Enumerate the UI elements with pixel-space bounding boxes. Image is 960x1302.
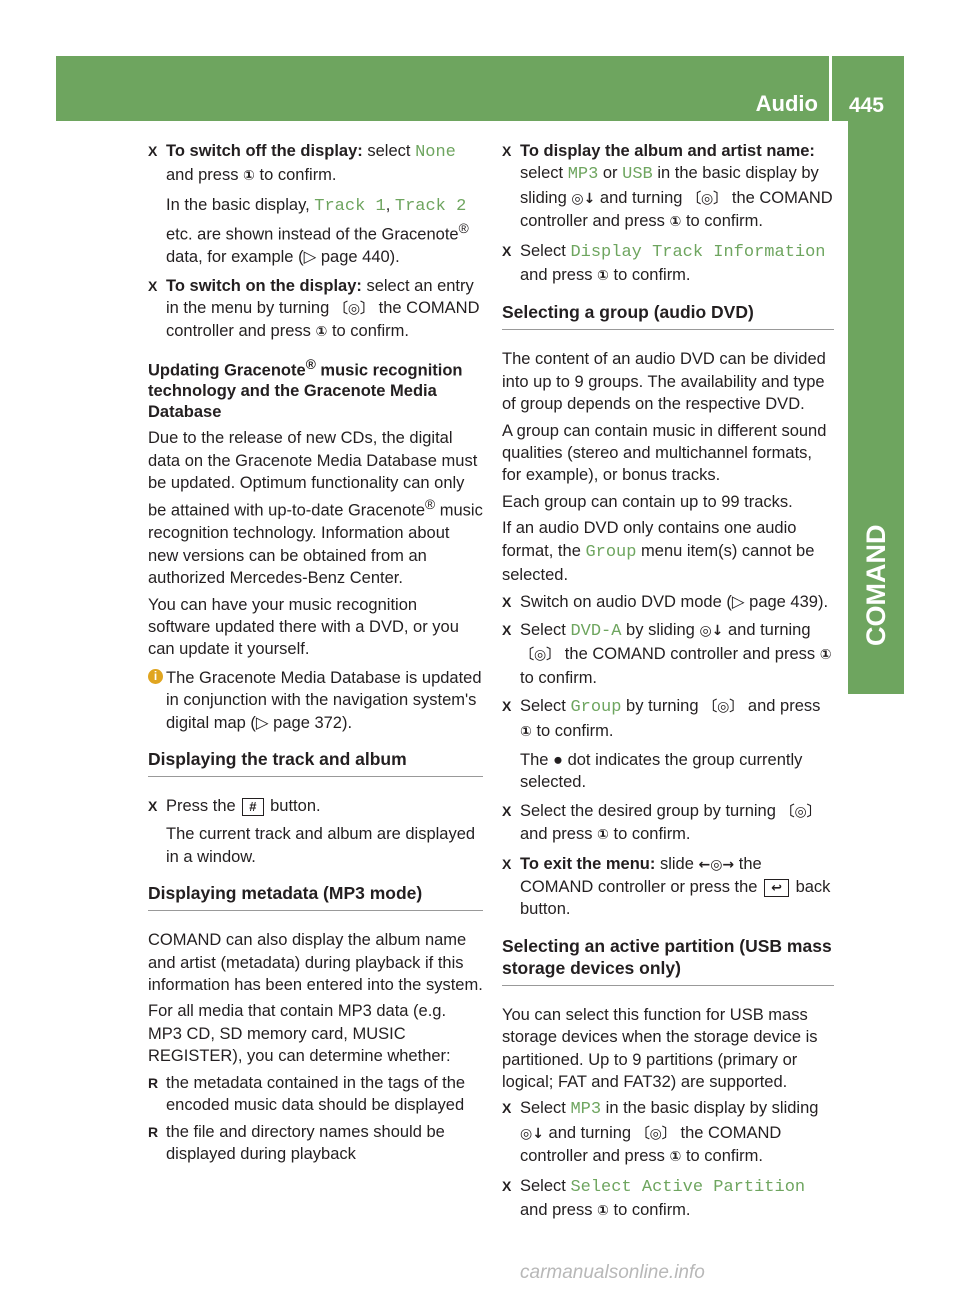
paragraph: Due to the release of new CDs, the digital data on the Gracenote Media Database must be updated. Optimum functionality can only be attained with up-to-date Gracenote® music recognition technology. Information about new versions can be obtained from an authorized Mercedes-Benz Center.	[148, 429, 483, 588]
step-note: The ● dot indicates the group currently selected.	[520, 750, 803, 792]
watermark: carmanualsonline.info	[520, 1262, 705, 1283]
menu-item-group: Group	[585, 542, 637, 562]
heading-selecting-partition: Selecting an active partition (USB mass storage devices only)	[502, 935, 834, 986]
side-tab	[848, 121, 904, 694]
press-controller-icon: ①	[597, 268, 609, 285]
heading-displaying-metadata: Displaying metadata (MP3 mode)	[148, 882, 483, 911]
slide-down-icon: ◎↓	[699, 622, 724, 639]
page-number: 445	[848, 94, 884, 117]
paragraph: If an audio DVD only contains one audio format, the Group menu item(s) cannot be selected.	[502, 519, 815, 585]
menu-item-display-track-information: Display Track Information	[570, 242, 826, 262]
menu-item-mp3: MP3	[570, 1100, 602, 1120]
turn-controller-icon: 〔◎〕	[333, 300, 375, 317]
paragraph: A group can contain music in different sound qualities (stereo and multichannel formats, for example), or bonus tracks.	[502, 421, 827, 485]
paragraph: COMAND can also display the album name and artist (metadata) during playback if this information has been entered into the system.	[148, 931, 483, 995]
menu-item-usb: USB	[622, 165, 653, 185]
left-column	[148, 140, 483, 1169]
registered-mark: ®	[458, 221, 469, 237]
section-title: Audio	[755, 91, 818, 116]
heading-selecting-group: Selecting a group (audio DVD)	[502, 301, 834, 330]
info-note: i The Gracenote Media Database is updated in conjunction with the navigation system's digital map (▷ page 372).	[148, 667, 483, 734]
press-controller-icon: ①	[819, 647, 832, 664]
press-controller-icon: ①	[243, 168, 255, 185]
turn-controller-icon: 〔◎〕	[780, 803, 821, 820]
bullet-item: R the file and directory names should be displayed during playback	[148, 1121, 483, 1166]
paragraph: The content of an audio DVD can be divided into up to 9 groups. The availability and type of group depends on the respective DVD.	[502, 350, 826, 414]
step-note: In the basic display, Track 1, Track 2 etc. are shown instead of the Gracenote® data, for example (▷ page 440).	[166, 195, 469, 267]
step-select-dvd-a: X Select DVD-A by sliding ◎↓ and turning 〔◎〕 the COMAND controller and press ① to confirm.	[502, 619, 834, 689]
step-exit-menu: X To exit the menu: slide ←◎→ the COMAND controller or press the ↩ back button.	[502, 853, 834, 921]
page-ref-icon: ▷	[255, 713, 269, 732]
step-select-mp3: X Select MP3 in the basic display by sliding ◎↓ and turning 〔◎〕 the COMAND controller and press ① to confirm.	[502, 1097, 834, 1168]
press-controller-icon: ①	[597, 1203, 609, 1220]
slide-down-icon: ◎↓	[571, 190, 596, 207]
turn-controller-icon: 〔◎〕	[635, 1125, 676, 1142]
step-select-active-partition: X Select Select Active Partition and press ① to confirm.	[502, 1175, 834, 1223]
step-switch-dvd-mode: X Switch on audio DVD mode (▷ page 439).	[502, 591, 834, 613]
menu-item-track-2: Track 2	[394, 196, 467, 216]
menu-item-group: Group	[570, 698, 622, 718]
step-switch-on-display: X To switch on the display: select an entry in the menu by turning 〔◎〕 the COMAND controller and press ① to confirm.	[148, 275, 483, 344]
menu-item-track-1: Track 1	[314, 196, 386, 216]
paragraph: For all media that contain MP3 data (e.g. MP3 CD, SD memory card, MUSIC REGISTER), you can determine whether:	[148, 1002, 451, 1066]
step-select-desired-group: X Select the desired group by turning 〔◎〕 and press ① to confirm.	[502, 800, 834, 847]
turn-controller-icon: 〔◎〕	[520, 647, 561, 664]
step-select-group: X Select Group by turning 〔◎〕 and press ① to confirm.	[502, 695, 834, 743]
paragraph: Each group can contain up to 99 tracks.	[502, 492, 793, 511]
paragraph: You can select this function for USB mass storage devices when the storage device is partitioned. Up to 9 partitions (primary or logical; FAT and FAT32) are supported.	[502, 1005, 818, 1091]
step-display-album-artist: X To display the album and artist name: select MP3 or USB in the basic display by sliding ◎↓ and turning 〔◎〕 the COMAND controller and press ① to confirm.	[502, 140, 834, 234]
dot-icon: ●	[553, 750, 563, 769]
info-icon: i	[148, 669, 163, 684]
step-display-track-info: X Select Display Track Information and press ① to confirm.	[502, 240, 834, 288]
press-controller-icon: ①	[669, 1149, 682, 1166]
right-column	[502, 140, 834, 1228]
menu-item-mp3: MP3	[567, 165, 599, 185]
page-ref-icon: ▷	[731, 592, 745, 611]
page-ref-icon: ▷	[303, 248, 317, 267]
step-note: The current track and album are displayed in a window.	[166, 825, 476, 866]
hash-button-icon: #	[242, 798, 263, 816]
slide-left-right-icon: ←◎→	[698, 856, 735, 873]
side-tab-label: COMAND	[861, 524, 891, 646]
heading-updating-gracenote: Updating Gracenote® music recognition technology and the Gracenote Media Database	[148, 356, 463, 422]
turn-controller-icon: 〔◎〕	[687, 190, 728, 207]
step-press-hash: X Press the # button.	[148, 795, 483, 817]
step-switch-off-display: X To switch off the display: select None and press ① to confirm.	[148, 140, 483, 188]
heading-displaying-track: Displaying the track and album	[148, 748, 483, 777]
bullet-item: R the metadata contained in the tags of the encoded music data should be displayed	[148, 1072, 483, 1117]
header-divider	[829, 56, 832, 121]
slide-down-icon: ◎↓	[520, 1125, 544, 1142]
page-header	[56, 56, 904, 121]
turn-controller-icon: 〔◎〕	[703, 699, 744, 716]
menu-item-select-active-partition: Select Active Partition	[570, 1177, 806, 1197]
back-button-icon: ↩	[764, 879, 789, 897]
press-controller-icon: ①	[597, 827, 609, 844]
paragraph: You can have your music recognition software updated there with a DVD, or you can update it yourself.	[148, 595, 459, 659]
press-controller-icon: ①	[669, 214, 682, 231]
press-controller-icon: ①	[315, 324, 328, 341]
menu-item-dvd-a: DVD-A	[570, 621, 622, 641]
menu-item-none: None	[415, 143, 456, 162]
press-controller-icon: ①	[520, 723, 532, 740]
